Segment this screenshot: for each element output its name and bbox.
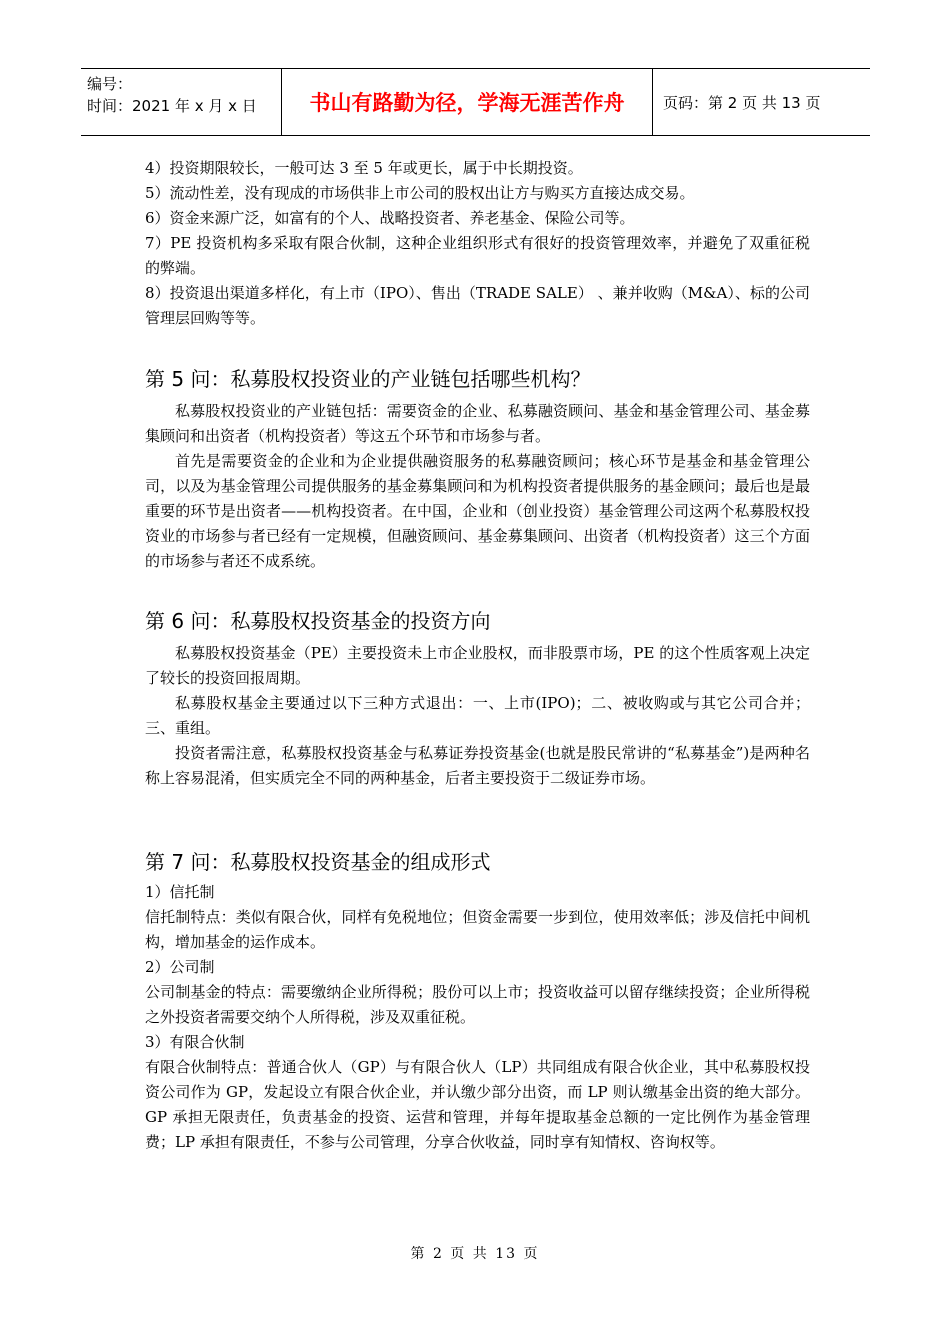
header-meta [81, 69, 282, 135]
section-heading-q6: 第 6 问：私募股权投资基金的投资方向 [145, 609, 491, 633]
header-page-info: 页码：第 2 页 共 13 页 [663, 93, 821, 112]
subsection-label: 2）公司制 [145, 958, 215, 976]
page-footer: 第 2 页 共 13 页 [410, 1246, 540, 1262]
header-motto: 书山有路勤为径，学海无涯苦作舟 [282, 69, 653, 135]
paragraph: 私募股权基金主要通过以下三种方式退出：一、上市(IPO)；二、被收购或与其它公司合并；三、重组。 [145, 694, 810, 737]
section-heading-q7: 第 7 问：私募股权投资基金的组成形式 [145, 850, 491, 874]
list-item: 5）流动性差，没有现成的市场供非上市公司的股权出让方与购买方直接达成交易。 [145, 184, 695, 202]
paragraph: 私募股权投资基金（PE）主要投资未上市企业股权，而非股票市场，PE 的这个性质客观上决定了较长的投资回报周期。 [145, 644, 810, 687]
list-item: 7）PE 投资机构多采取有限合伙制，这种企业组织形式有很好的投资管理效率，并避免了双重征税的弊端。 [145, 234, 810, 277]
paragraph: 公司制基金的特点：需要缴纳企业所得税；股份可以上市；投资收益可以留存继续投资；企业所得税之外投资者需要交纳个人所得税，涉及双重征税。 [145, 983, 810, 1026]
list-item: 4）投资期限较长，一般可达 3 至 5 年或更长，属于中长期投资。 [145, 159, 583, 177]
page-header [81, 68, 870, 136]
list-item: 6）资金来源广泛，如富有的个人、战略投资者、养老基金、保险公司等。 [145, 209, 635, 227]
paragraph: 首先是需要资金的企业和为企业提供融资服务的私募融资顾问；核心环节是基金和基金管理公司，以及为基金管理公司提供服务的基金募集顾问和为机构投资者提供服务的基金顾问；最后也是最重要的环节是出资者——机构投资者。在中国，企业和（创业投资）基金管理公司这两个私募股权投资业的市场参与者已经有一定规模，但融资顾问、基金募集顾问、出资者（机构投资者）这三个方面的市场参与者还不成系统。 [145, 452, 810, 570]
paragraph: 信托制特点：类似有限合伙，同样有免税地位；但资金需要一步到位，使用效率低；涉及信托中间机构，增加基金的运作成本。 [145, 908, 810, 951]
subsection-label: 3）有限合伙制 [145, 1033, 245, 1051]
document-body [145, 156, 810, 1155]
section-heading-q5: 第 5 问：私募股权投资业的产业链包括哪些机构？ [145, 367, 591, 391]
subsection-label: 1）信托制 [145, 883, 215, 901]
header-number: 编号： [87, 75, 133, 93]
paragraph: 私募股权投资业的产业链包括：需要资金的企业、私募融资顾问、基金和基金管理公司、基金募集顾问和出资者（机构投资者）等这五个环节和市场参与者。 [145, 402, 810, 445]
paragraph: 有限合伙制特点：普通合伙人（GP）与有限合伙人（LP）共同组成有限合伙企业，其中私募股权投资公司作为 GP，发起设立有限合伙企业，并认缴少部分出资，而 LP 则认缴基金出资的绝大部分。GP 承担无限责任，负责基金的投资、运营和管理，并每年提取基金总额的一定比例作为基金管理费；LP 承担有限责任，不参与公司管理，分享合伙收益，同时享有知情权、咨询权等。 [145, 1058, 810, 1151]
header-time: 时间：2021 年 x 月 x 日 [87, 97, 257, 115]
paragraph: 投资者需注意，私募股权投资基金与私募证券投资基金(也就是股民常讲的“私募基金”)是两种名称上容易混淆，但实质完全不同的两种基金，后者主要投资于二级证券市场。 [145, 744, 810, 787]
list-item: 8）投资退出渠道多样化，有上市（IPO）、售出（TRADE SALE） 、兼并收购（M&A）、标的公司管理层回购等等。 [145, 284, 810, 327]
